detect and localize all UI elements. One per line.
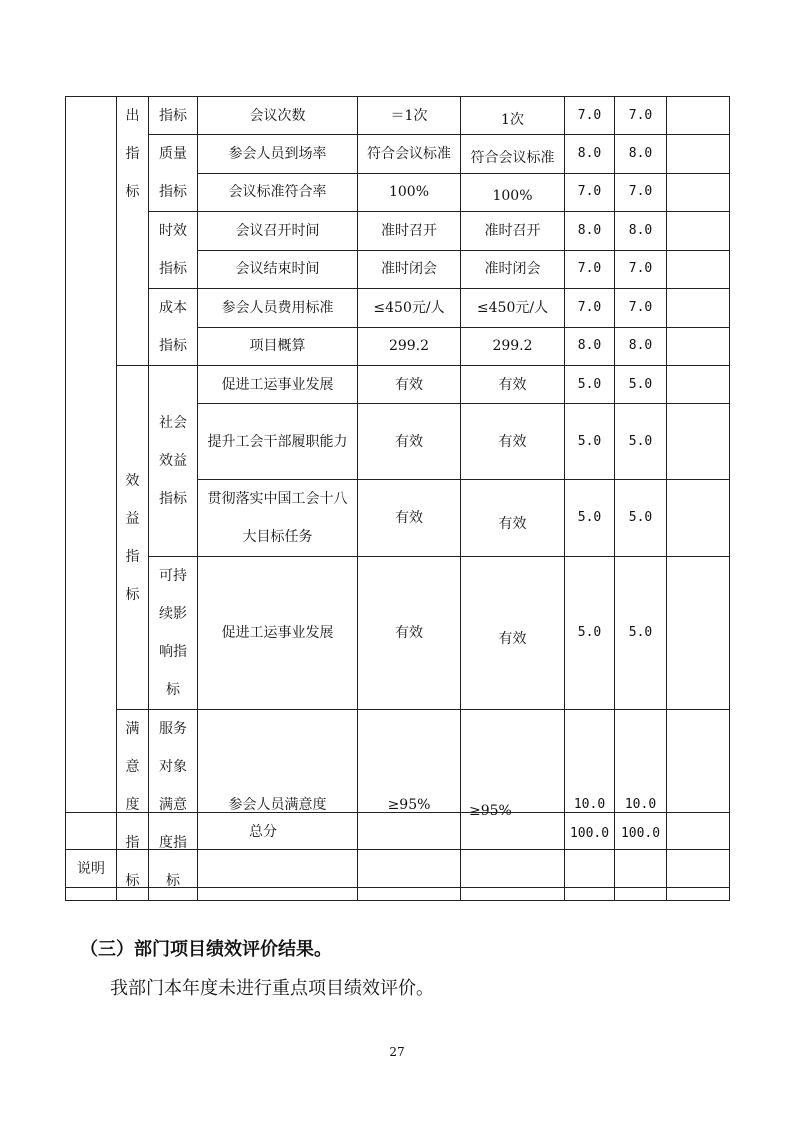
table-row: [66, 289, 730, 328]
blank-cell: [667, 250, 730, 289]
blank-cell: [667, 480, 730, 557]
total-blank-cell: [461, 813, 565, 850]
indicator-cell: 促进工运事业发展: [198, 557, 358, 710]
target-cell: ＝1次: [358, 97, 461, 135]
score-cell: 5.0: [615, 366, 667, 404]
table-row: [66, 97, 730, 135]
table-row: [66, 135, 730, 174]
actual-cell: 准时召开: [461, 212, 565, 251]
indicator-cell: 提升工会干部履职能力: [198, 404, 358, 480]
weight-cell: 8.0: [565, 135, 615, 174]
actual-cell: 准时闭会: [461, 250, 565, 289]
summary-table: [65, 812, 730, 888]
blank-cell: [667, 289, 730, 328]
performance-table: [65, 96, 730, 901]
note-label: 说明: [66, 850, 117, 888]
blank-cell: [667, 557, 730, 710]
weight-cell: 7.0: [565, 250, 615, 289]
score-cell: 5.0: [615, 404, 667, 480]
table-row: [66, 366, 730, 404]
note-value: [117, 850, 730, 888]
weight-cell: 8.0: [565, 327, 615, 366]
quality-category-label: 质量指标: [159, 146, 187, 200]
total-label: 总分: [66, 813, 461, 850]
indicator-cell: 会议召开时间: [198, 212, 358, 251]
actual-cell: 有效: [461, 366, 565, 404]
total-weight-cell: 100.0: [565, 813, 615, 850]
score-cell: 5.0: [615, 557, 667, 710]
indicator-cell: 促进工运事业发展: [198, 366, 358, 404]
score-cell: 8.0: [615, 212, 667, 251]
target-cell: 有效: [358, 366, 461, 404]
time-category-label: 时效指标: [159, 223, 187, 277]
actual-cell: 有效: [461, 404, 565, 480]
indicator-cell: 项目概算: [198, 327, 358, 366]
blank-cell: [667, 404, 730, 480]
weight-cell: 10.0: [565, 710, 615, 901]
target-cell: 有效: [358, 404, 461, 480]
indicator-cell: 会议结束时间: [198, 250, 358, 289]
blank-cell: [667, 366, 730, 404]
blank-cell: [667, 212, 730, 251]
weight-cell: 7.0: [565, 173, 615, 212]
actual-cell: ≥95%: [461, 710, 565, 901]
blank-cell: [667, 97, 730, 135]
quantity-category-tail: 指标: [149, 97, 198, 135]
actual-cell: 299.2: [461, 327, 565, 366]
weight-cell: 5.0: [565, 557, 615, 710]
target-cell: 符合会议标准: [358, 135, 461, 174]
weight-cell: 5.0: [565, 480, 615, 557]
target-cell: 有效: [358, 557, 461, 710]
score-cell: 7.0: [615, 97, 667, 135]
indicator-cell: 参会人员费用标准: [198, 289, 358, 328]
total-row: [66, 813, 730, 850]
note-row: [66, 850, 730, 888]
left-blank-cell: [66, 97, 117, 901]
blank-cell: [667, 327, 730, 366]
blank-cell: [667, 135, 730, 174]
social-category-label: 社会效益指标: [159, 415, 187, 507]
actual-cell: 100%: [461, 173, 565, 212]
section-heading: （三）部门项目绩效评价结果。: [80, 939, 332, 960]
score-cell: 10.0: [615, 710, 667, 901]
sustain-category-label: 可持续影响指标: [159, 568, 187, 698]
weight-cell: 7.0: [565, 97, 615, 135]
blank-cell: [667, 813, 730, 850]
indicator-cell: 贯彻落实中国工会十八大目标任务: [198, 480, 358, 557]
score-cell: 7.0: [615, 289, 667, 328]
score-cell: 7.0: [615, 173, 667, 212]
score-cell: 8.0: [615, 135, 667, 174]
score-cell: 5.0: [615, 480, 667, 557]
actual-cell: 有效: [461, 557, 565, 710]
weight-cell: 8.0: [565, 212, 615, 251]
service-category-label: 服务对象满意度指标: [159, 721, 187, 889]
effect-indicator-label: 效益指标: [125, 472, 140, 603]
target-cell: 准时召开: [358, 212, 461, 251]
indicator-cell: 参会人员到场率: [198, 135, 358, 174]
target-cell: ≥95%: [358, 710, 461, 901]
actual-cell: 有效: [461, 480, 565, 557]
blank-cell: [667, 173, 730, 212]
page-number: 27: [389, 1045, 405, 1059]
actual-cell: ≤450元/人: [461, 289, 565, 328]
indicator-cell: 参会人员满意度: [198, 710, 358, 901]
actual-cell: 1次: [461, 97, 565, 135]
target-cell: 100%: [358, 173, 461, 212]
total-score-cell: 100.0: [615, 813, 667, 850]
table-row: [66, 557, 730, 710]
score-cell: 8.0: [615, 327, 667, 366]
indicator-cell: 会议次数: [198, 97, 358, 135]
target-cell: 准时闭会: [358, 250, 461, 289]
body-paragraph: 我部门本年度未进行重点项目绩效评价。: [110, 978, 434, 999]
weight-cell: 5.0: [565, 404, 615, 480]
weight-cell: 5.0: [565, 366, 615, 404]
actual-cell: 符合会议标准: [461, 135, 565, 174]
output-indicator-label: 出指标: [125, 108, 140, 200]
target-cell: ≤450元/人: [358, 289, 461, 328]
score-cell: 7.0: [615, 250, 667, 289]
satisfaction-indicator-label: 满意度指标: [125, 721, 140, 889]
cost-category-label: 成本指标: [159, 300, 187, 354]
table-row: [66, 212, 730, 251]
indicator-cell: 会议标准符合率: [198, 173, 358, 212]
target-cell: 299.2: [358, 327, 461, 366]
target-cell: 有效: [358, 480, 461, 557]
weight-cell: 7.0: [565, 289, 615, 328]
